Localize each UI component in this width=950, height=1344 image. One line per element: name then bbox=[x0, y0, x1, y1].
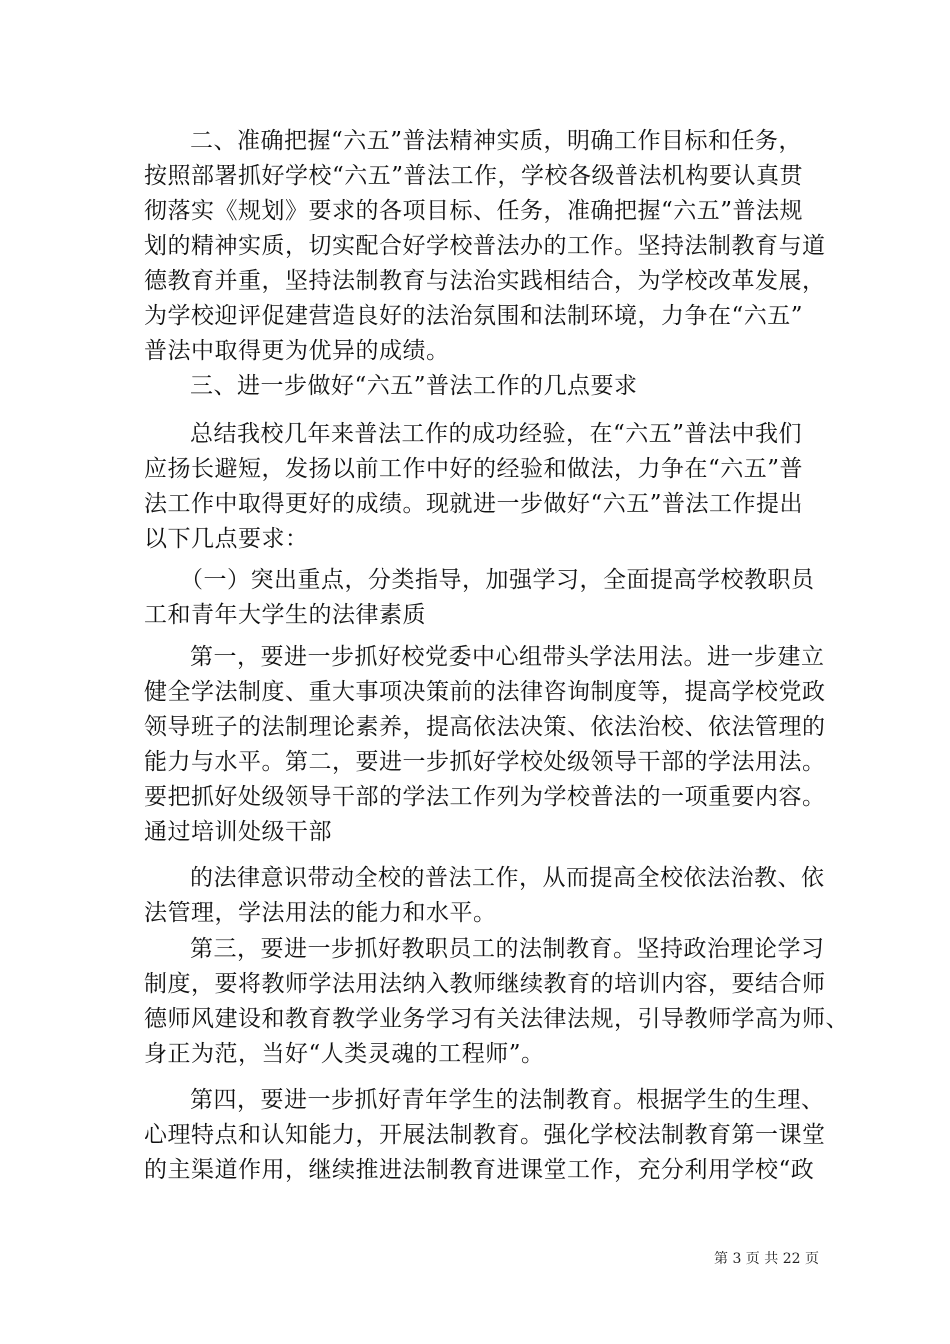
text-line: 通过培训处级干部 bbox=[144, 819, 332, 845]
text-line: 划的精神实质，切实配合好学校普法办的工作。坚持法制教育与道 bbox=[144, 233, 826, 259]
text-line: 应扬长避短，发扬以前工作中好的经验和做法，力争在“六五”普 bbox=[144, 456, 804, 482]
text-line: 按照部署抓好学校“六五”普法工作，学校各级普法机构要认真贯 bbox=[144, 163, 804, 189]
text-line: 第一，要进一步抓好校党委中心组带头学法用法。进一步建立 bbox=[190, 644, 825, 670]
text-line: 以下几点要求： bbox=[144, 526, 309, 552]
text-line: 健全学法制度、重大事项决策前的法律咨询制度等，提高学校党政 bbox=[144, 679, 826, 705]
text-line: 法工作中取得更好的成绩。现就进一步做好“六五”普法工作提出 bbox=[144, 491, 804, 517]
section-heading: 三、进一步做好“六五”普法工作的几点要求 bbox=[190, 373, 638, 399]
text-line: 制度，要将教师学法用法纳入教师继续教育的培训内容，要结合师 bbox=[144, 971, 826, 997]
page-number: 第 3 页 共 22 页 bbox=[714, 1251, 819, 1267]
text-line: 二、准确把握“六五”普法精神实质，明确工作目标和任务， bbox=[190, 128, 803, 154]
text-line: 心理特点和认知能力，开展法制教育。强化学校法制教育第一课堂 bbox=[144, 1122, 826, 1148]
text-line: 德教育并重，坚持法制教育与法治实践相结合，为学校改革发展， bbox=[144, 268, 826, 294]
text-line: 为学校迎评促建营造良好的法治氛围和法制环境，力争在“六五” bbox=[144, 303, 804, 329]
text-line: 的主渠道作用，继续推进法制教育进课堂工作，充分利用学校“政 bbox=[144, 1157, 815, 1183]
text-line: 能力与水平。第二，要进一步抓好学校处级领导干部的学法用法。 bbox=[144, 749, 826, 775]
text-line: 的法律意识带动全校的普法工作，从而提高全校依法治教、依 bbox=[190, 865, 825, 891]
text-line: 要把抓好处级领导干部的学法工作列为学校普法的一项重要内容。 bbox=[144, 784, 826, 810]
subsection-heading: 工和青年大学生的法律素质 bbox=[144, 602, 426, 628]
text-line: 第三，要进一步抓好教职员工的法制教育。坚持政治理论学习 bbox=[190, 936, 825, 962]
text-line: 法管理，学法用法的能力和水平。 bbox=[144, 900, 497, 926]
text-line: 第四，要进一步抓好青年学生的法制教育。根据学生的生理、 bbox=[190, 1087, 825, 1113]
text-line: 身正为范，当好“人类灵魂的工程师”。 bbox=[144, 1041, 545, 1067]
text-line: 领导班子的法制理论素养，提高依法决策、依法治校、依法管理的 bbox=[144, 714, 826, 740]
text-line: 总结我校几年来普法工作的成功经验，在“六五”普法中我们 bbox=[190, 421, 803, 447]
text-line: 彻落实《规划》要求的各项目标、任务，准确把握“六五”普法规 bbox=[144, 198, 804, 224]
text-line: 普法中取得更为优异的成绩。 bbox=[144, 338, 450, 364]
subsection-heading: （一）突出重点，分类指导，加强学习，全面提高学校教职员 bbox=[180, 567, 815, 593]
text-line: 德师风建设和教育教学业务学习有关法律法规，引导教师学高为师、 bbox=[144, 1006, 849, 1032]
